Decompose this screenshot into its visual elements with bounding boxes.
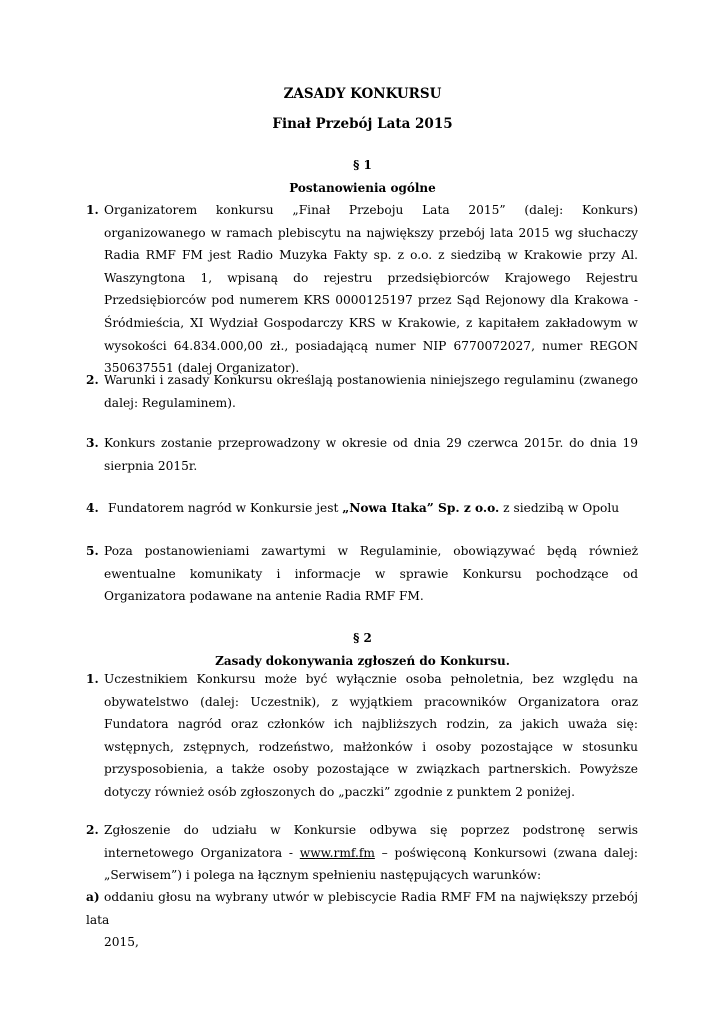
rmf-website-link[interactable]: www.rmf.fm bbox=[299, 845, 375, 860]
s1-item-3-text: Konkurs zostanie przeprowadzony w okresie od dnia 29 czerwca 2015r. do dnia 19 sierpnia 2015r. bbox=[104, 436, 638, 473]
s2-sub-item-a-continuation: 2015, bbox=[104, 935, 139, 950]
s1-item-4 bbox=[86, 497, 638, 520]
s1-item-4-text-before: Fundatorem nagród w Konkursie jest bbox=[108, 501, 343, 515]
s2-sub-item-a bbox=[86, 886, 638, 954]
s1-item-1-number: 1. bbox=[86, 203, 99, 217]
s1-item-1-text: Organizatorem konkursu „Finał Przeboju Lata 2015” (dalej: Konkurs) organizowanego w ramach plebiscytu na największy przebój lata 2015 wg słuchaczy Radia RMF FM jest Radio Muzyka Fakty sp. z o.o. z siedzibą w Krakowie przy Al. Waszyngtona 1, wpisaną do rejestru przedsiębiorców Krajowego Rejestru Przedsiębiorców pod numerem KRS 0000125197 przez Sąd Rejonowy dla Krakowa - Śródmieścia, XI Wydział Gospodarczy KRS w Krakowie, z kapitałem zakładowym w wysokości 64.834.000,00 zł., posiadającą numer NIP 6770072027, numer REGON 350637551 (dalej Organizator). bbox=[104, 203, 638, 376]
document-title: ZASADY KONKURSU bbox=[283, 86, 442, 102]
s1-item-2-text: Warunki i zasady Konkursu określają postanowienia niniejszego regulaminu (zwanego dalej: Regulaminem). bbox=[104, 373, 638, 410]
s2-sub-item-a-label: a) bbox=[86, 890, 100, 904]
s1-item-4-text-after: z siedzibą w Opolu bbox=[499, 501, 620, 515]
s2-item-1-number: 1. bbox=[86, 672, 99, 686]
s2-item-1-text: Uczestnikiem Konkursu może być wyłącznie osoba pełnoletnia, bez względu na obywatelstwo (dalej: Uczestnik), z wyjątkiem pracowników Organizatora oraz Fundatora nagród oraz członków ich najbliższych rodzin, za jakich uważa się: wstępnych, zstępnych, rodzeństwo, małżonków i osoby pozostające w stosunku przysposobienia, a także osoby pozostające w związkach partnerskich. Powyższe dotyczy również osób zgłoszonych do „paczki” zgodnie z punktem 2 poniżej. bbox=[104, 672, 638, 799]
section-2-mark: § 2 bbox=[353, 631, 372, 645]
s2-item-2-number: 2. bbox=[86, 823, 99, 837]
s1-item-2 bbox=[86, 369, 638, 414]
s1-item-4-sponsor-name: „Nowa Itaka” Sp. z o.o. bbox=[342, 501, 500, 515]
s1-item-5 bbox=[86, 540, 638, 608]
s1-item-3-number: 3. bbox=[86, 436, 99, 450]
s1-item-2-number: 2. bbox=[86, 373, 99, 387]
s1-item-4-number: 4. bbox=[86, 501, 99, 515]
s1-item-5-text: Poza postanowieniami zawartymi w Regulaminie, obowiązywać będą również ewentualne komunikaty i informacje w sprawie Konkursu pochodzące od Organizatora podawane na antenie Radia RMF FM. bbox=[104, 544, 638, 604]
document-subtitle: Finał Przebój Lata 2015 bbox=[272, 116, 453, 132]
s1-item-5-number: 5. bbox=[86, 544, 99, 558]
s1-item-1 bbox=[86, 199, 638, 380]
section-1-mark: § 1 bbox=[353, 158, 372, 172]
section-1-heading: Postanowienia ogólne bbox=[289, 181, 436, 195]
s2-item-1 bbox=[86, 668, 638, 804]
s2-sub-item-a-text: oddaniu głosu na wybrany utwór w plebiscycie Radia RMF FM na największy przebój lata bbox=[86, 890, 638, 927]
s1-item-3 bbox=[86, 432, 638, 477]
s2-item-2 bbox=[86, 819, 638, 887]
section-2-heading: Zasady dokonywania zgłoszeń do Konkursu. bbox=[215, 654, 510, 668]
s2-item-2-text-before: Zgłoszenie do udziału w Konkursie odbywa się poprzez podstronę serwis internetowego Organizatora - bbox=[104, 823, 638, 860]
s2-item-2-text-after: – poświęconą Konkursowi (zwana dalej: „Serwisem”) i polega na łącznym spełnieniu następujących warunków: bbox=[104, 845, 638, 883]
